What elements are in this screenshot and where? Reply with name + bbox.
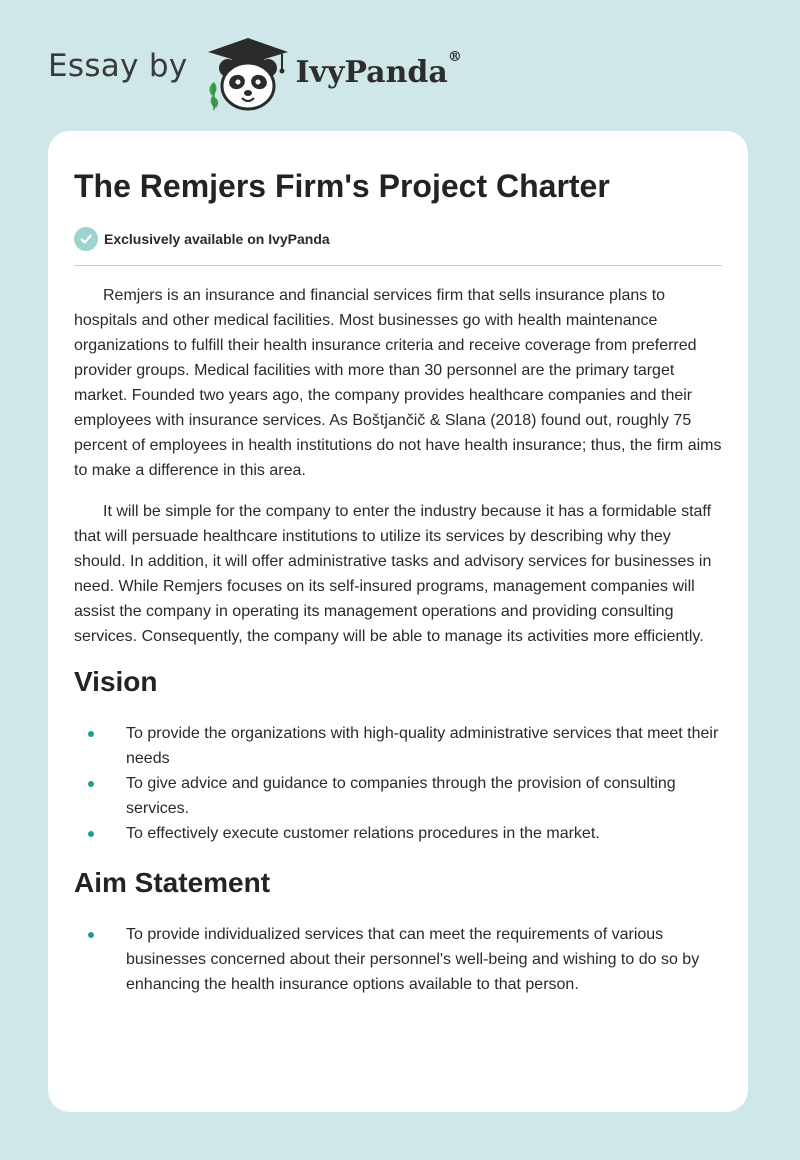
bullet-icon: [88, 731, 94, 737]
article-title: The Remjers Firm's Project Charter: [74, 168, 610, 204]
registered-mark: ®: [447, 48, 462, 65]
list-item-text: To provide the organizations with high-quality administrative services that meet their needs: [126, 725, 719, 767]
list-item-text: To provide individualized services that can meet the requirements of various businesses concerned about their personnel's well-being and wishing to do so by enhancing the health insurance options available to that person.: [126, 926, 700, 993]
aim-heading: Aim Statement: [74, 867, 271, 898]
article-card: [48, 131, 748, 1112]
vision-heading: Vision: [74, 666, 158, 697]
site-header-brand[interactable]: [48, 34, 462, 114]
body-paragraph: It will be simple for the company to enter the industry because it has a formidable staff that will persuade healthcare institutions to utilize its services by describing why they should. In addition, it will offer administrative tasks and advisory services for businesses in need. While Remjers focuses on its self-insured programs, management companies will assist the company in operating its management operations and providing consulting services. Consequently, the company will be able to manage its activities more efficiently.: [74, 503, 712, 645]
aim-list: [74, 922, 722, 997]
checkmark-icon: [74, 227, 98, 251]
list-item: [74, 771, 722, 821]
title-divider: [74, 265, 722, 266]
list-item: [74, 922, 722, 997]
brand-name: IvyPanda®: [295, 48, 462, 90]
bullet-icon: [88, 781, 94, 787]
bullet-icon: [88, 831, 94, 837]
list-item: [74, 721, 722, 771]
panda-logo-icon: [202, 34, 294, 114]
essay-by-label: Essay by: [48, 48, 188, 84]
list-item: [74, 821, 722, 846]
exclusive-badge-text: Exclusively available on IvyPanda: [104, 231, 330, 247]
vision-list: [74, 721, 722, 846]
body-paragraph: Remjers is an insurance and financial services firm that sells insurance plans to hospitals and other medical facilities. Most businesses go with health maintenance organizations to fulfill their health insurance criteria and receive coverage from preferred provider groups. Medical facilities with more than 30 personnel are the primary target market. Founded two years ago, the company provides healthcare companies and their employees with insurance services. As Boštjančič & Slana (2018) found out, roughly 75 percent of employees in health institutions do not have health insurance; thus, the firm aims to make a difference in this area.: [74, 287, 722, 479]
list-item-text: To effectively execute customer relations procedures in the market.: [126, 825, 600, 842]
list-item-text: To give advice and guidance to companies through the provision of consulting services.: [126, 775, 676, 817]
exclusive-badge: [74, 226, 722, 252]
bullet-icon: [88, 932, 94, 938]
